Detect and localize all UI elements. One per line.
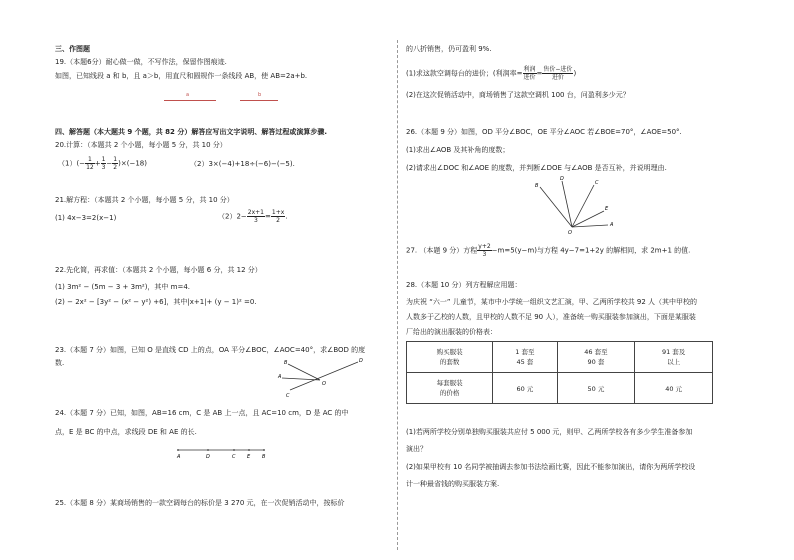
table-row xyxy=(407,342,713,373)
q22-part1: (1) 3m² − (5m − 3 + 3m²)，其中 m=4. xyxy=(55,283,191,291)
q21-part1: (1) 4x−3=2(x−1) xyxy=(55,214,117,222)
q25-part1: (1)求这款空调每台的进价；(利润率= $\frac{\text{利润}}{\text{进价}}$ = $\frac{\text{售价−进价}}{\text{进价}}$ ) xyxy=(406,66,577,81)
q28-part2-line2: 计一种最省钱的购买服装方案. xyxy=(406,480,500,488)
q28-line3: 厂给出的演出服装的价格表： xyxy=(406,328,497,336)
q23-line2: 数. xyxy=(55,359,65,367)
q28-part2-line1: (2)如果甲校有 10 名同学被抽调去参加书法绘画比赛，因此不能参加演出，请你为两所学校设 xyxy=(406,463,696,471)
tier-2-price: 50 元 xyxy=(557,373,635,404)
dot-d xyxy=(207,449,209,451)
dot-a xyxy=(177,449,179,451)
q22-title: 22.先化简，再求值：（本题共 2 个小题，每小题 6 分，共 12 分） xyxy=(55,266,262,274)
q27-line: 27. （本题 9 分）方程 $\frac{y+2}{3}$ −m=5(y−m)与方程 4y−7=1+2y 的解相同，求 2m+1 的值. xyxy=(406,243,691,258)
header-price: 每套服装 的价格 xyxy=(407,373,493,404)
q28-part1-line2: 演出？ xyxy=(406,445,427,453)
header-quantity: 购买服装 的套数 xyxy=(407,342,493,373)
price-table xyxy=(406,341,713,404)
ray-od xyxy=(562,181,572,227)
q23-point-a: A xyxy=(278,374,282,380)
section3-heading: 三、作图题 xyxy=(55,45,90,53)
q20-part1: （1）(− $\frac{1}{12}$ + $\frac{1}{3}$ − $\frac{1}{2}$ )×(−18) xyxy=(58,156,147,171)
dot-e xyxy=(248,449,250,451)
segment-a xyxy=(164,100,216,101)
tier-3-range: 91 套及 以上 xyxy=(635,342,713,373)
q24-point-a: A xyxy=(177,454,181,460)
q24-line2: 点，E 是 BC 的中点，求线段 DE 和 AE 的长. xyxy=(55,428,197,436)
q23-angle-figure xyxy=(278,356,368,401)
q25-part2: (2)在这次促销活动中，商场销售了这款空调机 100 台，问盈利多少元？ xyxy=(406,91,630,99)
q26-point-c: C xyxy=(595,180,599,186)
tier-1-range: 1 套至 45 套 xyxy=(493,342,557,373)
q28-line2: 人数多于乙校的人数，且甲校的人数不足 90 人），准备统一购买服装参加演出，下面是某服装 xyxy=(406,313,696,321)
segment-a-label: a xyxy=(186,92,190,98)
table-row xyxy=(407,373,713,404)
tier-1-price: 60 元 xyxy=(493,373,557,404)
dot-b xyxy=(263,449,265,451)
q26-point-d: D xyxy=(560,176,564,182)
q26-line3: (2)请求出∠DOC 和∠AOE 的度数，并判断∠DOE 与∠AOB 是否互补，并说明理由. xyxy=(406,164,667,172)
q23-point-c: C xyxy=(286,393,290,399)
q24-line1: 24.（本题 7 分）已知，如图，AB=16 cm，C 是 AB 上一点，且 AC=10 cm，D 是 AC 的中 xyxy=(55,409,349,417)
q26-point-o: O xyxy=(568,230,572,236)
q26-angle-figure xyxy=(530,175,620,235)
q21-title: 21.解方程：（本题共 2 个小题，每小题 5 分，共 10 分） xyxy=(55,196,234,204)
q26-point-a: A xyxy=(610,222,614,228)
ray-oe xyxy=(572,211,604,227)
dot-c xyxy=(233,449,235,451)
tier-2-range: 46 套至 90 套 xyxy=(557,342,635,373)
ray-oa xyxy=(572,225,608,227)
q26-point-e: E xyxy=(605,206,609,212)
q20-title: 20.计算：（本题共 2 个小题，每小题 5 分，共 10 分） xyxy=(55,141,227,149)
q21-part2: （2）2− $\frac{2x+1}{3}$ = $\frac{1+x}{2}$ . xyxy=(218,209,288,224)
q26-point-b: B xyxy=(535,183,539,189)
q26-line1: 26.（本题 9 分）如图，OD 平分∠BOC，OE 平分∠AOC 若∠BOE=70°，∠AOE=50°. xyxy=(406,128,682,136)
q26-line2: (1)求出∠AOB 及其补角的度数； xyxy=(406,146,510,154)
q24-point-d: D xyxy=(206,454,210,460)
q24-point-e: E xyxy=(247,454,251,460)
q24-point-c: C xyxy=(232,454,236,460)
q24-segment-figure xyxy=(176,445,276,461)
q28-line1: 为庆祝 “六一” 儿童节，某市中小学统一组织文艺汇演，甲、乙两所学校共 92 人（其中甲校的 xyxy=(406,298,698,306)
q23-point-d: D xyxy=(359,358,363,364)
segment-b-label: b xyxy=(258,92,262,98)
q19-line2: 如图，已知线段 a 和 b，且 a＞b，用直尺和圆规作一条线段 AB，使 AB=2a+b. xyxy=(55,72,308,80)
q22-part2: (2) − 2x² − [3y² − (x² − y²) +6]，其中|x+1|+ (y − 1)² =0. xyxy=(55,298,257,306)
q19-line1: 19.（本题6分）耐心做一做，不写作法，保留作图痕迹. xyxy=(55,58,227,66)
q28-title: 28.（本题 10 分）列方程解应用题： xyxy=(406,281,522,289)
tier-3-price: 40 元 xyxy=(635,373,713,404)
q28-part1-line1: (1)若两所学校分别单独购买服装共应付 5 000 元，则甲、乙两所学校各有多少学生准备参加 xyxy=(406,428,693,436)
q24-point-b: B xyxy=(262,454,266,460)
q23-point-o: O xyxy=(322,381,326,387)
section4-heading: 四、解答题（本大题共 9 个题，共 82 分）解答应写出文字说明、解答过程或演算步骤. xyxy=(55,128,328,136)
column-divider xyxy=(397,40,398,550)
q23-point-b: B xyxy=(284,360,288,366)
ray-oc xyxy=(572,185,594,227)
segment-b xyxy=(240,100,278,101)
q25-continued: 的八折销售，仍可盈利 9%. xyxy=(406,45,492,53)
ray-ob xyxy=(288,364,320,380)
q23-line1: 23.（本题 7 分）如图，已知 O 是直线 CD 上的点，OA 平分∠BOC，∠AOC=40°，求∠BOD 的度 xyxy=(55,346,366,354)
ray-ob xyxy=(540,187,572,227)
q20-part2: （2）3×(−4)+18÷(−6)−(−5). xyxy=(190,160,295,168)
q25-line1: 25.（本题 8 分）某商场销售的一款空调每台的标价是 3 270 元，在一次促销活动中，按标价 xyxy=(55,499,345,507)
